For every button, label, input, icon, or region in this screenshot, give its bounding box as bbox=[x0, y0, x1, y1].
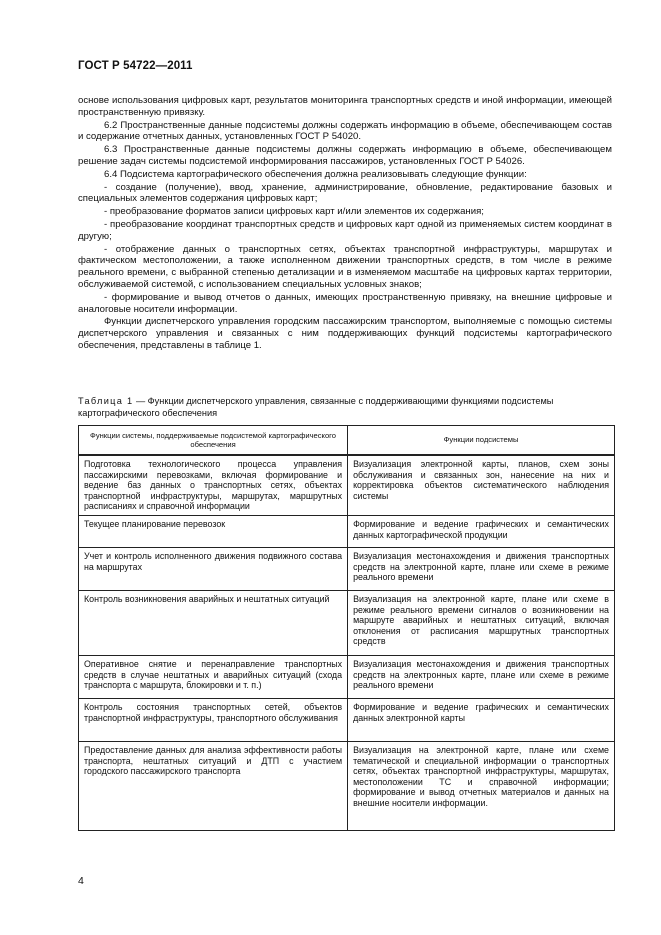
table-row bbox=[79, 655, 615, 698]
table-cell-system: Оперативное снятие и перенаправление транспортных средств в случае нештатных и аварийных ситуаций (схода транспорта с маршрута, блокировки и т. п.) bbox=[79, 655, 348, 698]
table-cell-subsystem: Визуализация на электронной карте, плане или схеме тематической и специальной информации о транспортных сетях, объектах транспортной инфраструктуры, маршрутах, местоположении ТС и справочной информации; формирование и вывод отчетных материалов и данных на внешние носители информации. bbox=[348, 741, 615, 830]
table-cell-system: Контроль возникновения аварийных и нештатных ситуаций bbox=[79, 590, 348, 655]
table-cell-system: Текущее планирование перевозок bbox=[79, 515, 348, 547]
paragraph-6-3: 6.3 Пространственные данные подсистемы должны содержать информацию в объеме, обеспечивающем решение задач системы подсистемой информирования пассажиров, установленных ГОСТ Р 54026. bbox=[78, 144, 612, 167]
table-row bbox=[79, 547, 615, 590]
table-cell-subsystem: Визуализация местонахождения и движения транспортных средств на электронных карте, плане или схеме в режиме реального времени bbox=[348, 655, 615, 698]
table-row bbox=[79, 455, 615, 515]
paragraph-6-4: 6.4 Подсистема картографического обеспечения должна реализовывать следующие функции: bbox=[104, 168, 527, 180]
table-header-row bbox=[79, 426, 615, 456]
table-cell-system: Предоставление данных для анализа эффективности работы транспорта, нештатных ситуаций и ДТП с участием городского пассажирского транспорта bbox=[79, 741, 348, 830]
table-row bbox=[79, 515, 615, 547]
functions-table bbox=[78, 425, 615, 831]
table-header-subsystem-functions: Функции подсистемы bbox=[348, 426, 615, 456]
table-row bbox=[79, 590, 615, 655]
paragraph-continuation: основе использования цифровых карт, результатов мониторинга транспортных средств и иной информации, имеющей пространственную привязку. bbox=[78, 95, 612, 118]
table-header-system-functions: Функции системы, поддерживаемые подсистемой картографического обеспечения bbox=[79, 426, 348, 456]
list-item-create: - создание (получение), ввод, хранение, администрирование, обновление, редактирование базовых и специальных элементов содержания цифровых карт; bbox=[78, 181, 612, 205]
table-caption-text: — Функции диспетчерского управления, связанные с поддерживающими функциями подсистемы картографического обеспечения bbox=[78, 396, 554, 418]
table-cell-system: Контроль состояния транспортных сетей, объектов транспортной инфраструктуры, транспортного обслуживания bbox=[79, 698, 348, 741]
table-row bbox=[79, 741, 615, 830]
page-number: 4 bbox=[78, 875, 84, 887]
list-item-convert-coordinates: - преобразование координат транспортных средств и цифровых карт одной из применяемых систем координат в другую; bbox=[78, 218, 612, 242]
paragraph-dispatch-functions: Функции диспетчерского управления городским пассажирским транспортом, выполняемые с помощью системы диспетчерского управления и связанных с ним поддерживающих функций подсистемы картографического обеспечения, представлены в таблице 1. bbox=[78, 316, 612, 351]
list-item-reports: - формирование и вывод отчетов о данных, имеющих пространственную привязку, на внешние цифровые и аналоговые носители информации. bbox=[78, 291, 612, 315]
body-text bbox=[78, 95, 612, 352]
table-cell-subsystem: Формирование и ведение графических и семантических данных картографической продукции bbox=[348, 515, 615, 547]
list-item-convert-formats: - преобразование форматов записи цифровых карт и/или элементов их содержания; bbox=[104, 206, 484, 218]
table-cell-subsystem: Формирование и ведение графических и семантических данных электронной карты bbox=[348, 698, 615, 741]
table-cell-system: Подготовка технологического процесса управления пассажирскими перевозками, включая формирование и ведение баз данных о транспортных сетях, объектах транспортной инфраструктуры, маршрутах, маршрутных расписаниях и справочной информации bbox=[79, 455, 348, 515]
table-caption-label: Таблица 1 bbox=[78, 396, 134, 406]
table-row bbox=[79, 698, 615, 741]
list-item-display: - отображение данных о транспортных сетях, объектах транспортной инфраструктуры, маршрутах и фактическом местоположении, а также исполненном движении транспортных средств, в том числе в режиме реального времени, с выбранной степенью детализации и в изменяемом масштабе на цифровых картах территории, обслуживаемой системой, с использованием специальных условных знаков; bbox=[78, 243, 612, 290]
page-header-standard-code: ГОСТ Р 54722—2011 bbox=[78, 60, 193, 72]
table-caption bbox=[78, 396, 614, 419]
table-cell-system: Учет и контроль исполненного движения подвижного состава на маршрутах bbox=[79, 547, 348, 590]
table-cell-subsystem: Визуализация электронной карты, планов, схем зоны обслуживания и связанных зон, нанесение на них и корректировка объектов систематического наблюдения системы bbox=[348, 455, 615, 515]
table-cell-subsystem: Визуализация местонахождения и движения транспортных средств на электронной карте, плане или схеме в режиме реального времени bbox=[348, 547, 615, 590]
table-cell-subsystem: Визуализация на электронной карте, плане или схеме в режиме реального времени сигналов о возникновении на маршруте аварийных и нештатных ситуаций, включая отклонения от расписания маршрутных транспортных средств bbox=[348, 590, 615, 655]
paragraph-6-2: 6.2 Пространственные данные подсистемы должны содержать информацию в объеме, обеспечивающем состав и содержание отчетных данных, установленных ГОСТ Р 54020. bbox=[78, 119, 612, 143]
